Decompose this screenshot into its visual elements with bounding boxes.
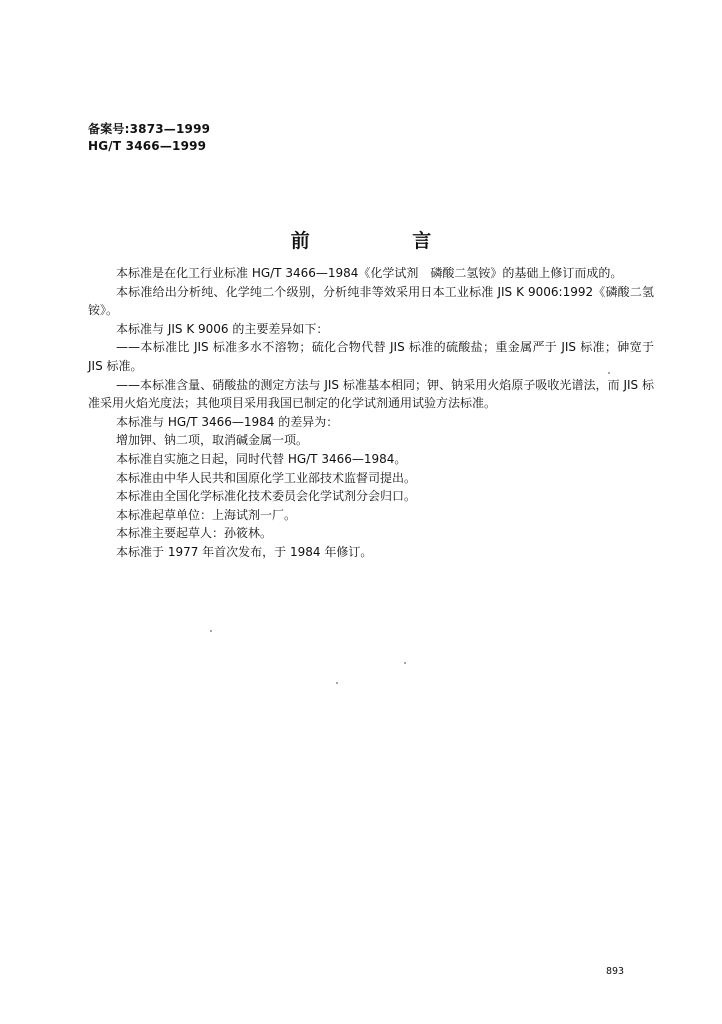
paragraph: 本标准由全国化学标准化技术委员会化学试剂分会归口。 bbox=[116, 489, 417, 504]
paragraph: 本标准自实施之日起，同时代替 HG/T 3466—1984。 bbox=[116, 451, 407, 466]
record-number: 备案号:3873—1999 bbox=[88, 122, 211, 136]
paragraph: 本标准与 HG/T 3466—1984 的差异为： bbox=[116, 414, 339, 429]
scan-speck bbox=[608, 372, 610, 374]
scan-speck bbox=[336, 682, 338, 684]
paragraph: 本标准与 JIS K 9006 的主要差异如下： bbox=[116, 321, 329, 336]
paragraph: 本标准给出分析纯、化学纯二个级别，分析纯非等效采用日本工业标准 JIS K 9006:1992《磷酸二氢铵》。 bbox=[88, 284, 654, 318]
foreword-body bbox=[88, 264, 654, 562]
paragraph: 本标准由中华人民共和国原化学工业部技术监督司提出。 bbox=[116, 470, 417, 485]
standard-code: HG/T 3466—1999 bbox=[88, 139, 207, 153]
scan-speck bbox=[404, 662, 406, 664]
paragraph: ——本标准含量、硝酸盐的测定方法与 JIS 标准基本相同；钾、钠采用火焰原子吸收光谱法，而 JIS 标准采用火焰光度法；其他项目采用我国已制定的化学试剂通用试验方法标准。 bbox=[88, 377, 654, 411]
paragraph: 本标准是在化工行业标准 HG/T 3466—1984《化学试剂 磷酸二氢铵》的基础上修订而成的。 bbox=[116, 266, 623, 280]
paragraph: 本标准起草单位：上海试剂一厂。 bbox=[116, 507, 297, 522]
paragraph: 本标准主要起草人：孙筱林。 bbox=[116, 526, 273, 541]
paragraph: 增加钾、钠二项，取消碱金属一项。 bbox=[116, 433, 309, 448]
scan-speck bbox=[210, 630, 212, 632]
page-title: 前 言 bbox=[290, 230, 480, 252]
paragraph: 本标准于 1977 年首次发布，于 1984 年修订。 bbox=[116, 544, 373, 559]
page-number: 893 bbox=[606, 966, 625, 977]
paragraph: ——本标准比 JIS 标准多水不溶物；硫化合物代替 JIS 标准的硫酸盐；重金属严于 JIS 标准；砷宽于 JIS 标准。 bbox=[88, 340, 654, 373]
